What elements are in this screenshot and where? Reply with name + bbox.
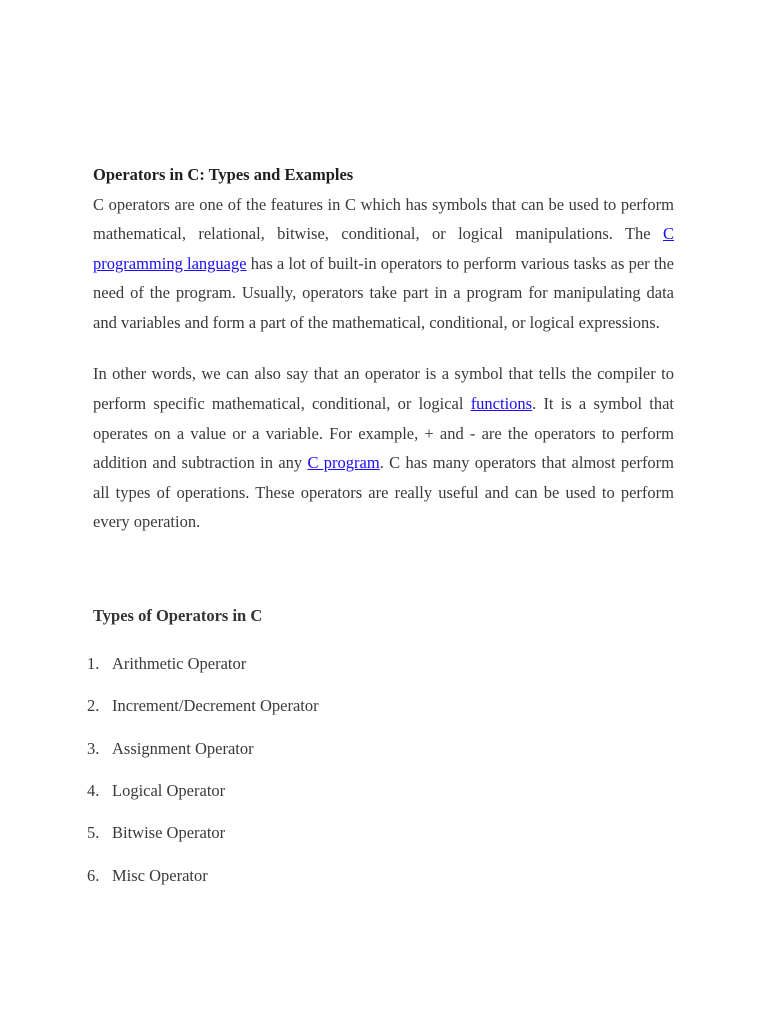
list-number: 6. [87, 865, 100, 885]
list-label: Arithmetic Operator [112, 654, 247, 674]
intro-text-1: C operators are one of the features in C which has symbols that can be used to perform mathematical, relational, bitwise, conditional, or logical manipulations. The [93, 194, 674, 244]
list-number: 2. [87, 696, 100, 716]
list-label: Bitwise Operator [112, 823, 226, 843]
list-item [87, 823, 674, 843]
list-number: 1. [87, 654, 100, 674]
c-program-link[interactable]: C program [307, 453, 380, 473]
list-item [87, 739, 674, 759]
intro-paragraph [93, 190, 674, 338]
list-item [87, 654, 674, 674]
list-item [87, 696, 674, 716]
second-text-3: . C has many operators that almost perform all types of operations. These operators are really useful and can be used to perform every operation. [93, 453, 675, 532]
second-text-1: In other words, we can also say that an operator is a symbol that tells the compiler to perform specific mathematical, conditional, or logical [93, 364, 674, 414]
document-page [87, 160, 675, 908]
list-label: Logical Operator [112, 780, 226, 800]
functions-link[interactable]: functions [470, 394, 533, 414]
list-number: 4. [87, 780, 100, 800]
list-label: Assignment Operator [112, 738, 254, 758]
article-title: Operators in C: Types and Examples [93, 165, 354, 184]
list-number: 5. [87, 823, 100, 843]
list-label: Misc Operator [112, 865, 208, 885]
c-programming-language-link[interactable]: C programming language [93, 224, 674, 273]
second-paragraph [93, 359, 674, 537]
list-item [87, 781, 674, 801]
list-number: 3. [87, 738, 100, 758]
list-item [87, 866, 674, 886]
types-heading: Types of Operators in C [93, 606, 263, 626]
list-label: Increment/Decrement Operator [112, 696, 319, 716]
operator-types-list [87, 654, 674, 885]
second-text-2: . It is a symbol that operates on a value or a variable. For example, + and - are the operators to perform addition and subtraction in any [93, 394, 674, 473]
intro-text-2: has a lot of built-in operators to perform various tasks as per the need of the program. Usually, operators take part in a program for manipulating data and variables and form a part of the mathematical, conditional, or logical expressions. [93, 253, 674, 332]
